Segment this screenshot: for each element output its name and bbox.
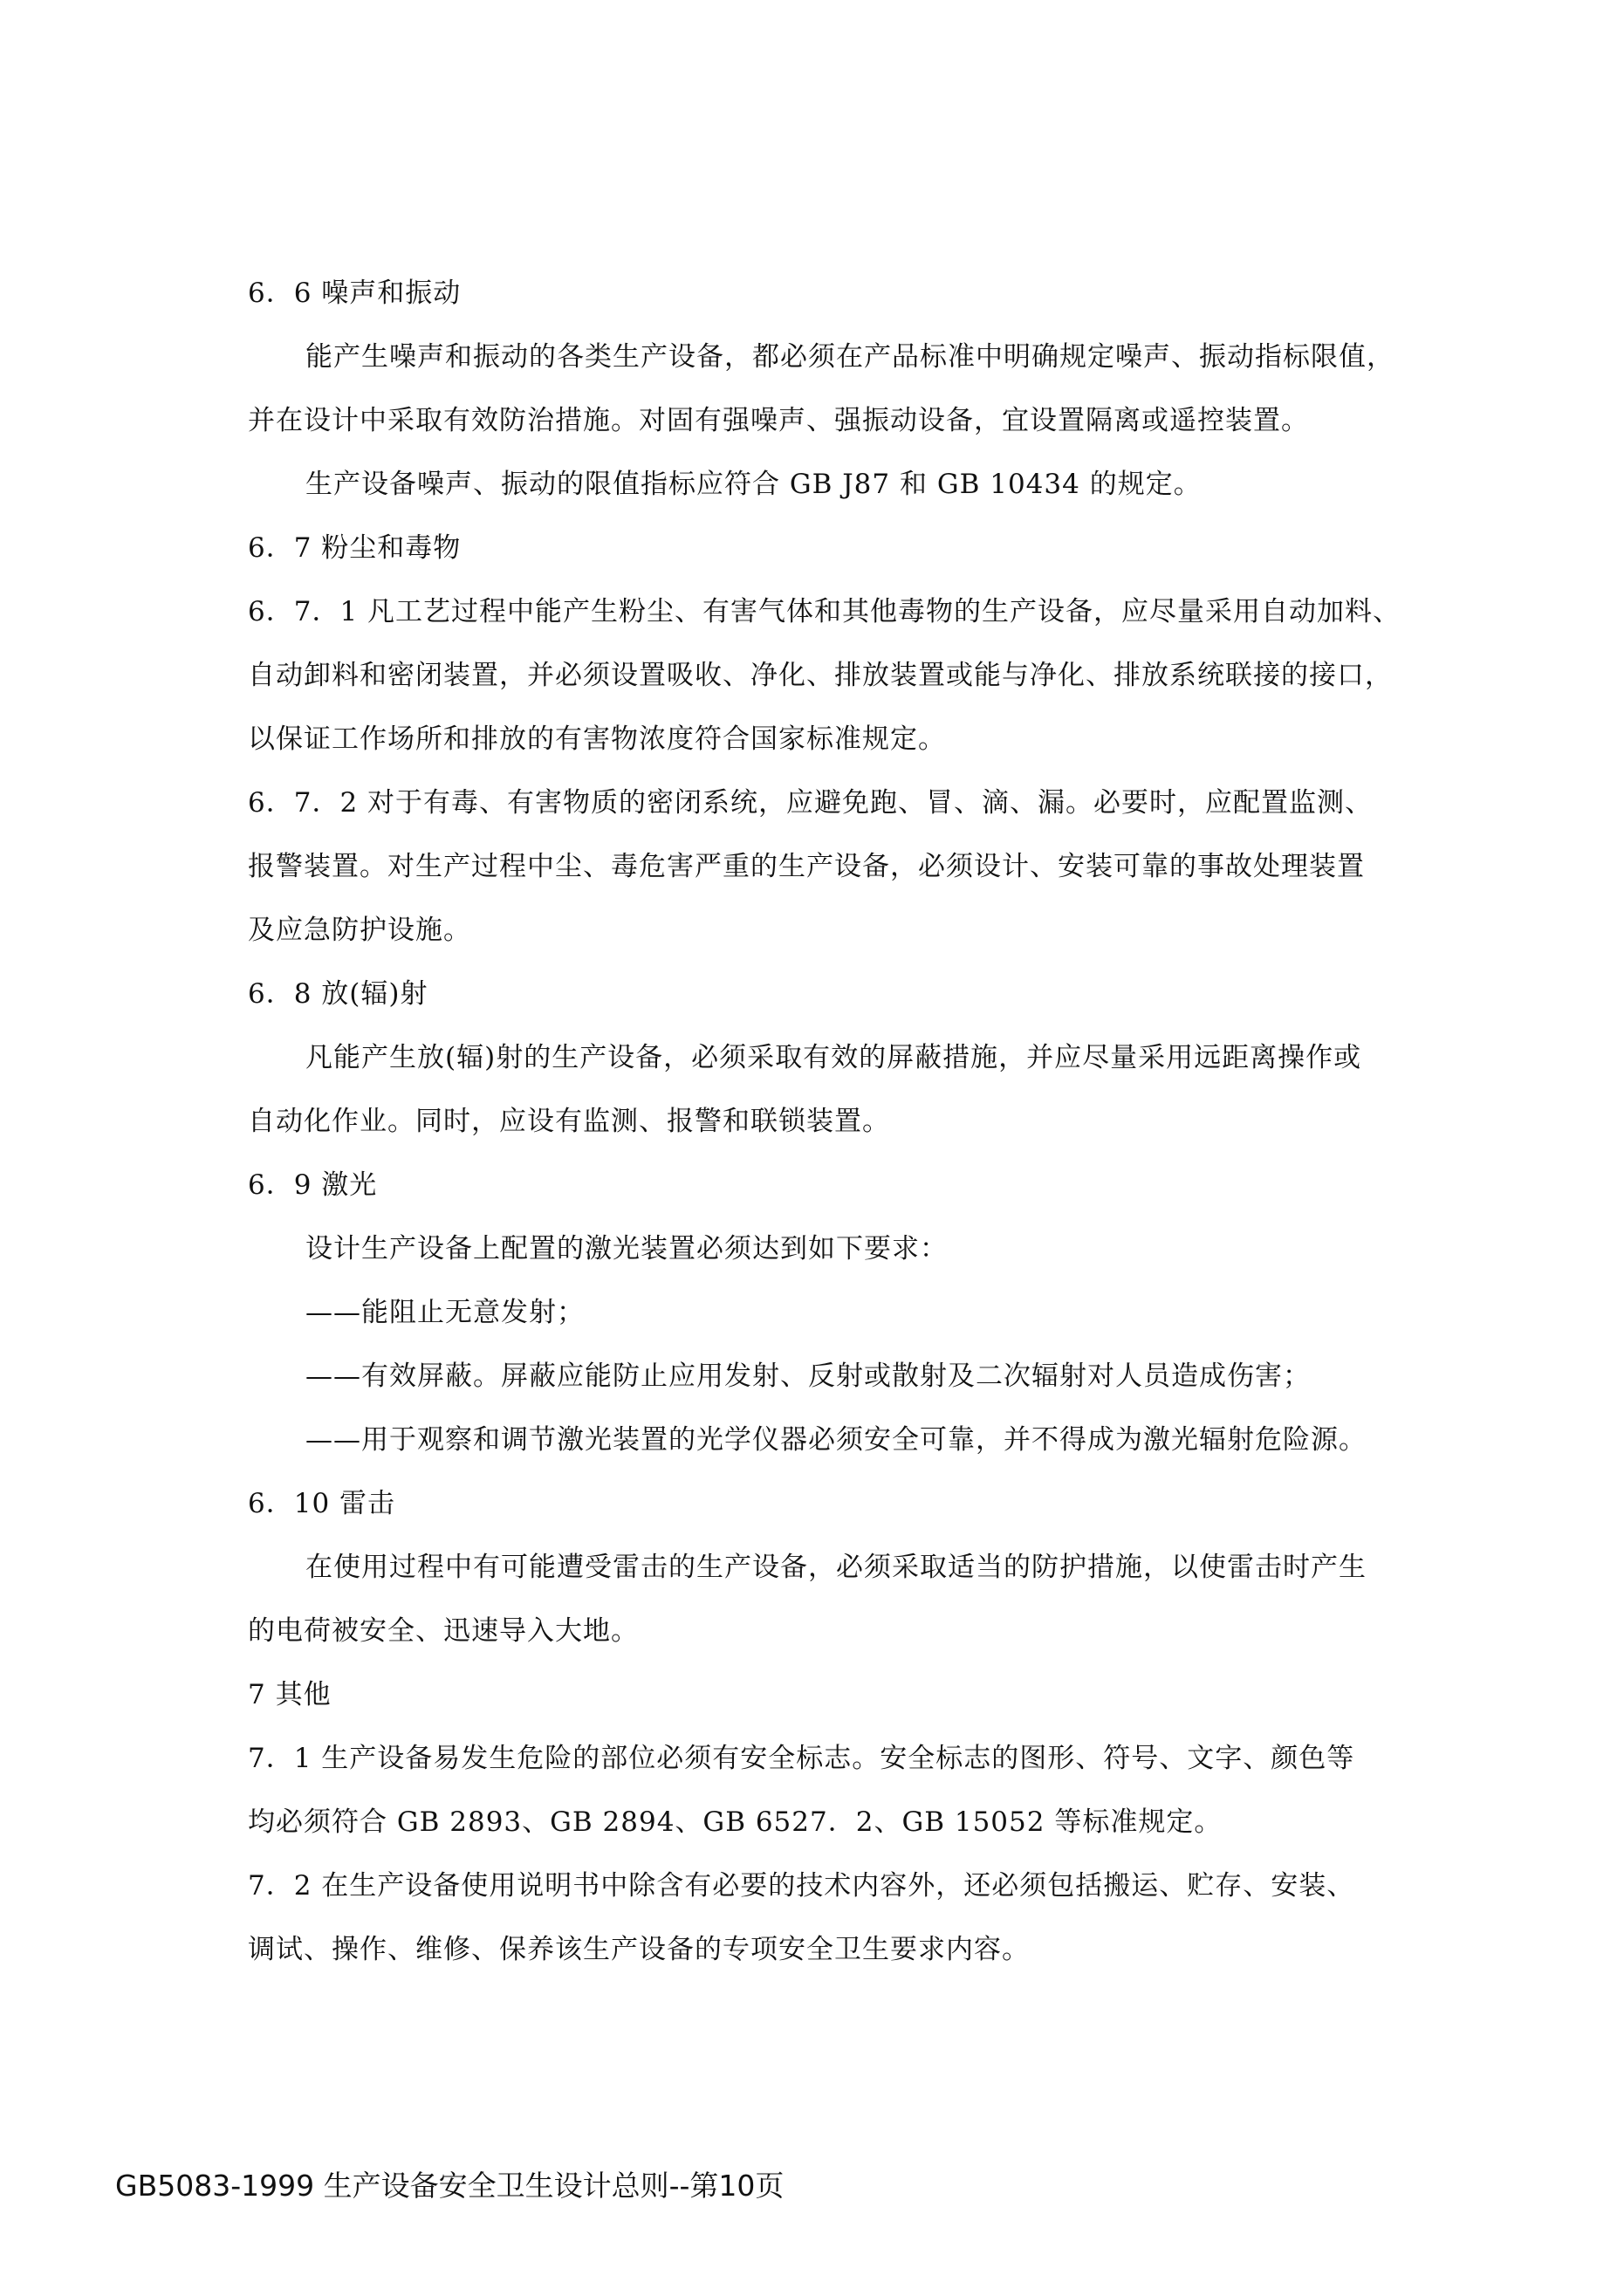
heading-6-10: 6．10 雷击	[248, 1488, 396, 1519]
paragraph-line: 均必须符合 GB 2893、GB 2894、GB 6527．2、GB 15052 等标准规定。	[248, 1806, 1223, 1838]
paragraph-line: 报警装置。对生产过程中尘、毒危害严重的生产设备，必须设计、安装可靠的事故处理装置	[248, 851, 1365, 882]
heading-6-6: 6．6 噪声和振动	[248, 278, 462, 309]
heading-6-9: 6．9 激光	[248, 1169, 378, 1201]
list-item: ——用于观察和调节激光装置的光学仪器必须安全可靠，并不得成为激光辐射危险源。	[305, 1424, 1367, 1456]
page-footer: GB5083-1999 生产设备安全卫生设计总则--第10页	[115, 2169, 785, 2203]
list-item: ——能阻止无意发射；	[305, 1297, 585, 1328]
paragraph-line: 自动化作业。同时，应设有监测、报警和联锁装置。	[248, 1106, 890, 1137]
clause-7-2: 7．2 在生产设备使用说明书中除含有必要的技术内容外，还必须包括搬运、贮存、安装、	[248, 1870, 1355, 1902]
list-item: ——有效屏蔽。屏蔽应能防止应用发射、反射或散射及二次辐射对人员造成伤害；	[305, 1360, 1311, 1392]
paragraph-line: 凡能产生放(辐)射的生产设备，必须采取有效的屏蔽措施，并应尽量采用远距离操作或	[305, 1042, 1362, 1073]
paragraph-line: 及应急防护设施。	[248, 915, 471, 946]
paragraph-line: 自动卸料和密闭装置，并必须设置吸收、净化、排放装置或能与净化、排放系统联接的接口，	[248, 660, 1393, 691]
clause-6-7-2: 6．7．2 对于有毒、有害物质的密闭系统，应避免跑、冒、滴、漏。必要时，应配置监测、	[248, 787, 1374, 819]
paragraph-line: 在使用过程中有可能遭受雷击的生产设备，必须采取适当的防护措施，以使雷击时产生	[305, 1552, 1367, 1583]
paragraph-line: 设计生产设备上配置的激光装置必须达到如下要求：	[305, 1233, 948, 1265]
heading-6-7: 6．7 粉尘和毒物	[248, 532, 462, 564]
heading-7: 7 其他	[248, 1679, 332, 1710]
paragraph-line: 并在设计中采取有效防治措施。对固有强噪声、强振动设备，宜设置隔离或遥控装置。	[248, 405, 1309, 436]
heading-6-8: 6．8 放(辐)射	[248, 978, 428, 1010]
paragraph-line: 以保证工作场所和排放的有害物浓度符合国家标准规定。	[248, 723, 946, 755]
paragraph-line: 调试、操作、维修、保养该生产设备的专项安全卫生要求内容。	[248, 1934, 1030, 1965]
paragraph-line: 的电荷被安全、迅速导入大地。	[248, 1615, 639, 1647]
paragraph-line: 能产生噪声和振动的各类生产设备，都必须在产品标准中明确规定噪声、振动指标限值，	[305, 341, 1394, 373]
clause-6-7-1: 6．7．1 凡工艺过程中能产生粉尘、有害气体和其他毒物的生产设备，应尽量采用自动加料、	[248, 596, 1401, 627]
clause-7-1: 7．1 生产设备易发生危险的部位必须有安全标志。安全标志的图形、符号、文字、颜色等	[248, 1743, 1355, 1774]
paragraph-line: 生产设备噪声、振动的限值指标应符合 GB J87 和 GB 10434 的规定。	[305, 469, 1202, 500]
